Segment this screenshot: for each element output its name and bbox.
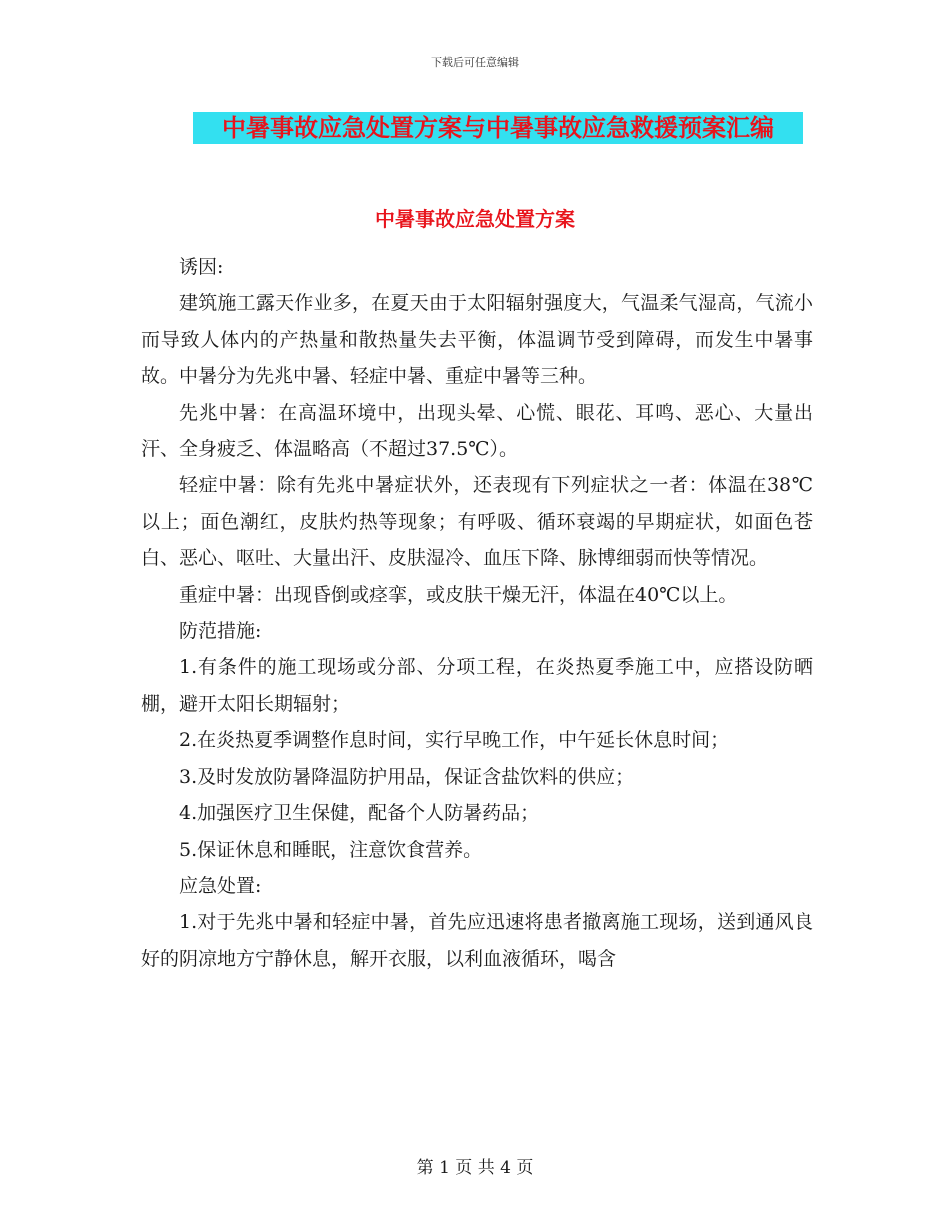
- paragraph-cause: 建筑施工露天作业多，在夏天由于太阳辐射强度大，气温柔气湿高，气流小而导致人体内的产热量和散热量失去平衡，体温调节受到障碍，而发生中暑事故。中暑分为先兆中暑、轻症中暑、重症中暑等三种。: [141, 292, 813, 388]
- paragraph-prevention-2: 2.在炎热夏季调整作息时间，实行早晚工作，中午延长休息时间；: [179, 729, 730, 752]
- header-note: 下载后可任意编辑: [431, 56, 519, 69]
- page-footer: 第 1 页 共 4 页: [416, 1158, 534, 1178]
- paragraph-response-1: 1.对于先兆中暑和轻症中暑，首先应迅速将患者撤离施工现场，送到通风良好的阴凉地方宁静休息，解开衣服，以利血液循环，喝含: [141, 911, 813, 970]
- paragraph-severe: 重症中暑：出现昏倒或痉挛，或皮肤干燥无汗，体温在40℃以上。: [179, 583, 738, 606]
- paragraph-prevention-heading: 防范措施:: [179, 620, 262, 643]
- paragraph-cause-heading: 诱因:: [179, 256, 224, 278]
- paragraph-prevention-3: 3.及时发放防暑降温防护用品，保证含盐饮料的供应；: [179, 765, 635, 788]
- paragraph-precursor: 先兆中暑：在高温环境中，出现头晕、心慌、眼花、耳鸣、恶心、大量出汗、全身疲乏、体温略高（不超过37.5℃）。: [141, 401, 813, 461]
- document-body: [141, 249, 813, 977]
- paragraph-mild: 轻症中暑：除有先兆中暑症状外，还表现有下列症状之一者：体温在38℃以上；面色潮红，皮肤灼热等现象；有呼吸、循环衰竭的早期症状，如面色苍白、恶心、呕吐、大量出汗、皮肤湿冷、血压下降、脉博细弱而快等情况。: [141, 474, 813, 570]
- section-title: 中暑事故应急处置方案: [375, 207, 575, 231]
- paragraph-prevention-5: 5.保证休息和睡眠，注意饮食营养。: [179, 838, 483, 861]
- document-title: 中暑事故应急处置方案与中暑事故应急救援预案汇编: [193, 112, 803, 144]
- paragraph-prevention-4: 4.加强医疗卫生保健，配备个人防暑药品；: [179, 802, 540, 825]
- paragraph-prevention-1: 1.有条件的施工现场或分部、分项工程，在炎热夏季施工中，应搭设防晒棚，避开太阳长期辐射；: [141, 656, 813, 715]
- paragraph-response-heading: 应急处置:: [179, 874, 262, 897]
